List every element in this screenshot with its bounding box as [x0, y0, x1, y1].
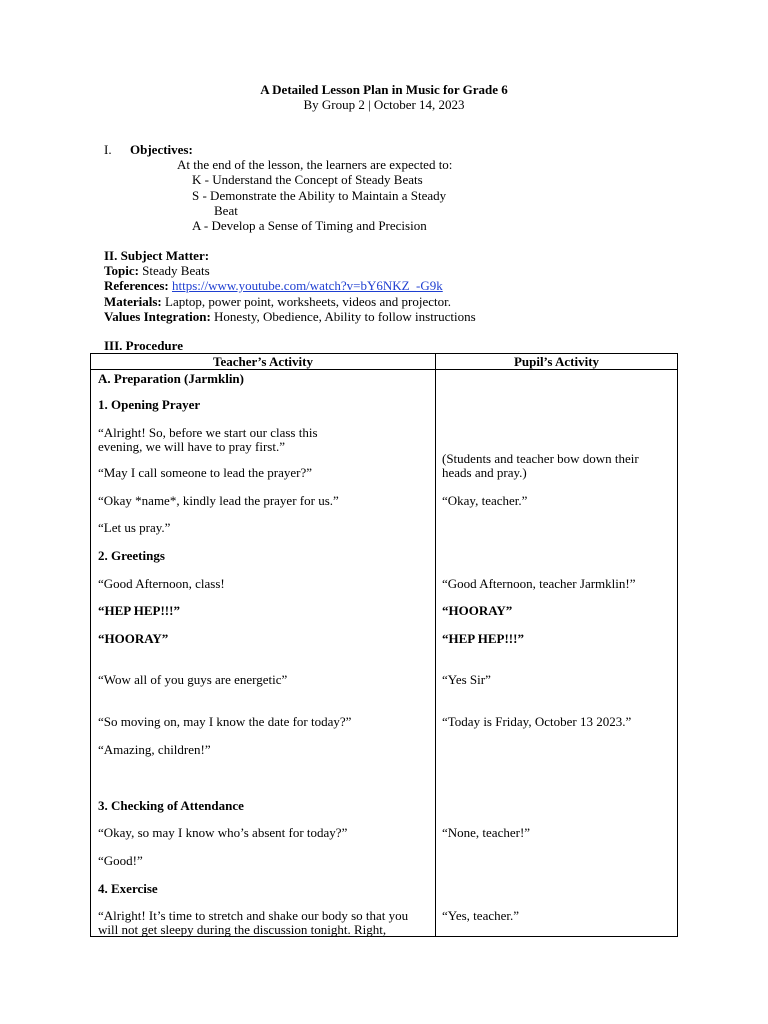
pupil-line: “None, teacher!” — [442, 825, 531, 840]
column-divider — [435, 354, 436, 936]
objective-a: A - Develop a Sense of Timing and Precision — [192, 218, 427, 233]
procedure-table — [90, 353, 678, 937]
pupil-line: “Okay, teacher.” — [442, 493, 528, 508]
document-title: A Detailed Lesson Plan in Music for Grade 6 — [260, 82, 508, 97]
objectives-heading: Objectives: — [130, 142, 193, 157]
pupil-activity-header: Pupil’s Activity — [513, 354, 600, 369]
attendance-heading: 3. Checking of Attendance — [98, 798, 244, 813]
teacher-line: “HEP HEP!!!” — [98, 603, 180, 618]
pupil-line: “Today is Friday, October 13 2023.” — [442, 714, 632, 729]
preparation-heading: A. Preparation (Jarmklin) — [98, 371, 244, 386]
greetings-heading: 2. Greetings — [98, 548, 165, 563]
objective-k: K - Understand the Concept of Steady Beats — [192, 172, 423, 187]
pupil-line: “HEP HEP!!!” — [442, 631, 524, 646]
teacher-line: “Okay *name*, kindly lead the prayer for us.” — [98, 493, 339, 508]
pupil-line: “HOORAY” — [442, 603, 513, 618]
teacher-line: will not get sleepy during the discussion tonight. Right, — [98, 922, 387, 937]
topic-value: Steady Beats — [142, 263, 210, 278]
references-label: References: — [104, 278, 169, 293]
teacher-line: “Let us pray.” — [98, 520, 171, 535]
objective-s-line1: S - Demonstrate the Ability to Maintain a Steady — [192, 188, 447, 203]
teacher-line: “May I call someone to lead the prayer?” — [98, 465, 313, 480]
objectives-intro: At the end of the lesson, the learners are expected to: — [177, 157, 453, 172]
exercise-heading: 4. Exercise — [98, 881, 158, 896]
references-link[interactable]: https://www.youtube.com/watch?v=bY6NKZ_-G9k — [171, 278, 443, 293]
teacher-activity-header: Teacher’s Activity — [212, 354, 313, 369]
subject-matter-heading: II. Subject Matter: — [104, 248, 210, 263]
teacher-line: “Amazing, children!” — [98, 742, 211, 757]
teacher-line: “Okay, so may I know who’s absent for today?” — [98, 825, 348, 840]
teacher-line: “Good!” — [98, 853, 143, 868]
teacher-line: “Alright! It’s time to stretch and shake our body so that you — [98, 908, 409, 923]
topic-label: Topic: — [104, 263, 139, 278]
references-line — [104, 278, 443, 293]
opening-prayer-heading: 1. Opening Prayer — [98, 397, 201, 412]
pupil-line: heads and pray.) — [442, 465, 527, 480]
procedure-heading: III. Procedure — [104, 338, 183, 353]
pupil-line: (Students and teacher bow down their — [442, 451, 639, 466]
teacher-line: “Good Afternoon, class! — [98, 576, 225, 591]
pupil-line: “Good Afternoon, teacher Jarmklin!” — [442, 576, 636, 591]
header-divider — [91, 369, 677, 370]
teacher-line: “HOORAY” — [98, 631, 169, 646]
pupil-line: “Yes, teacher.” — [442, 908, 520, 923]
teacher-line: “So moving on, may I know the date for today?” — [98, 714, 352, 729]
materials-line — [104, 294, 451, 309]
values-integration-value: Honesty, Obedience, Ability to follow instructions — [214, 309, 476, 324]
teacher-line: “Wow all of you guys are energetic” — [98, 672, 288, 687]
values-integration-label: Values Integration: — [104, 309, 211, 324]
materials-label: Materials: — [104, 294, 162, 309]
objective-s-line2: Beat — [214, 203, 238, 218]
values-integration-line — [104, 309, 476, 324]
teacher-line: evening, we will have to pray first.” — [98, 439, 285, 454]
objectives-numeral: I. — [104, 142, 112, 157]
teacher-line: “Alright! So, before we start our class this — [98, 425, 318, 440]
document-subtitle: By Group 2 | October 14, 2023 — [303, 97, 465, 112]
topic-line — [104, 263, 210, 278]
materials-value: Laptop, power point, worksheets, videos and projector. — [165, 294, 451, 309]
pupil-line: “Yes Sir” — [442, 672, 491, 687]
